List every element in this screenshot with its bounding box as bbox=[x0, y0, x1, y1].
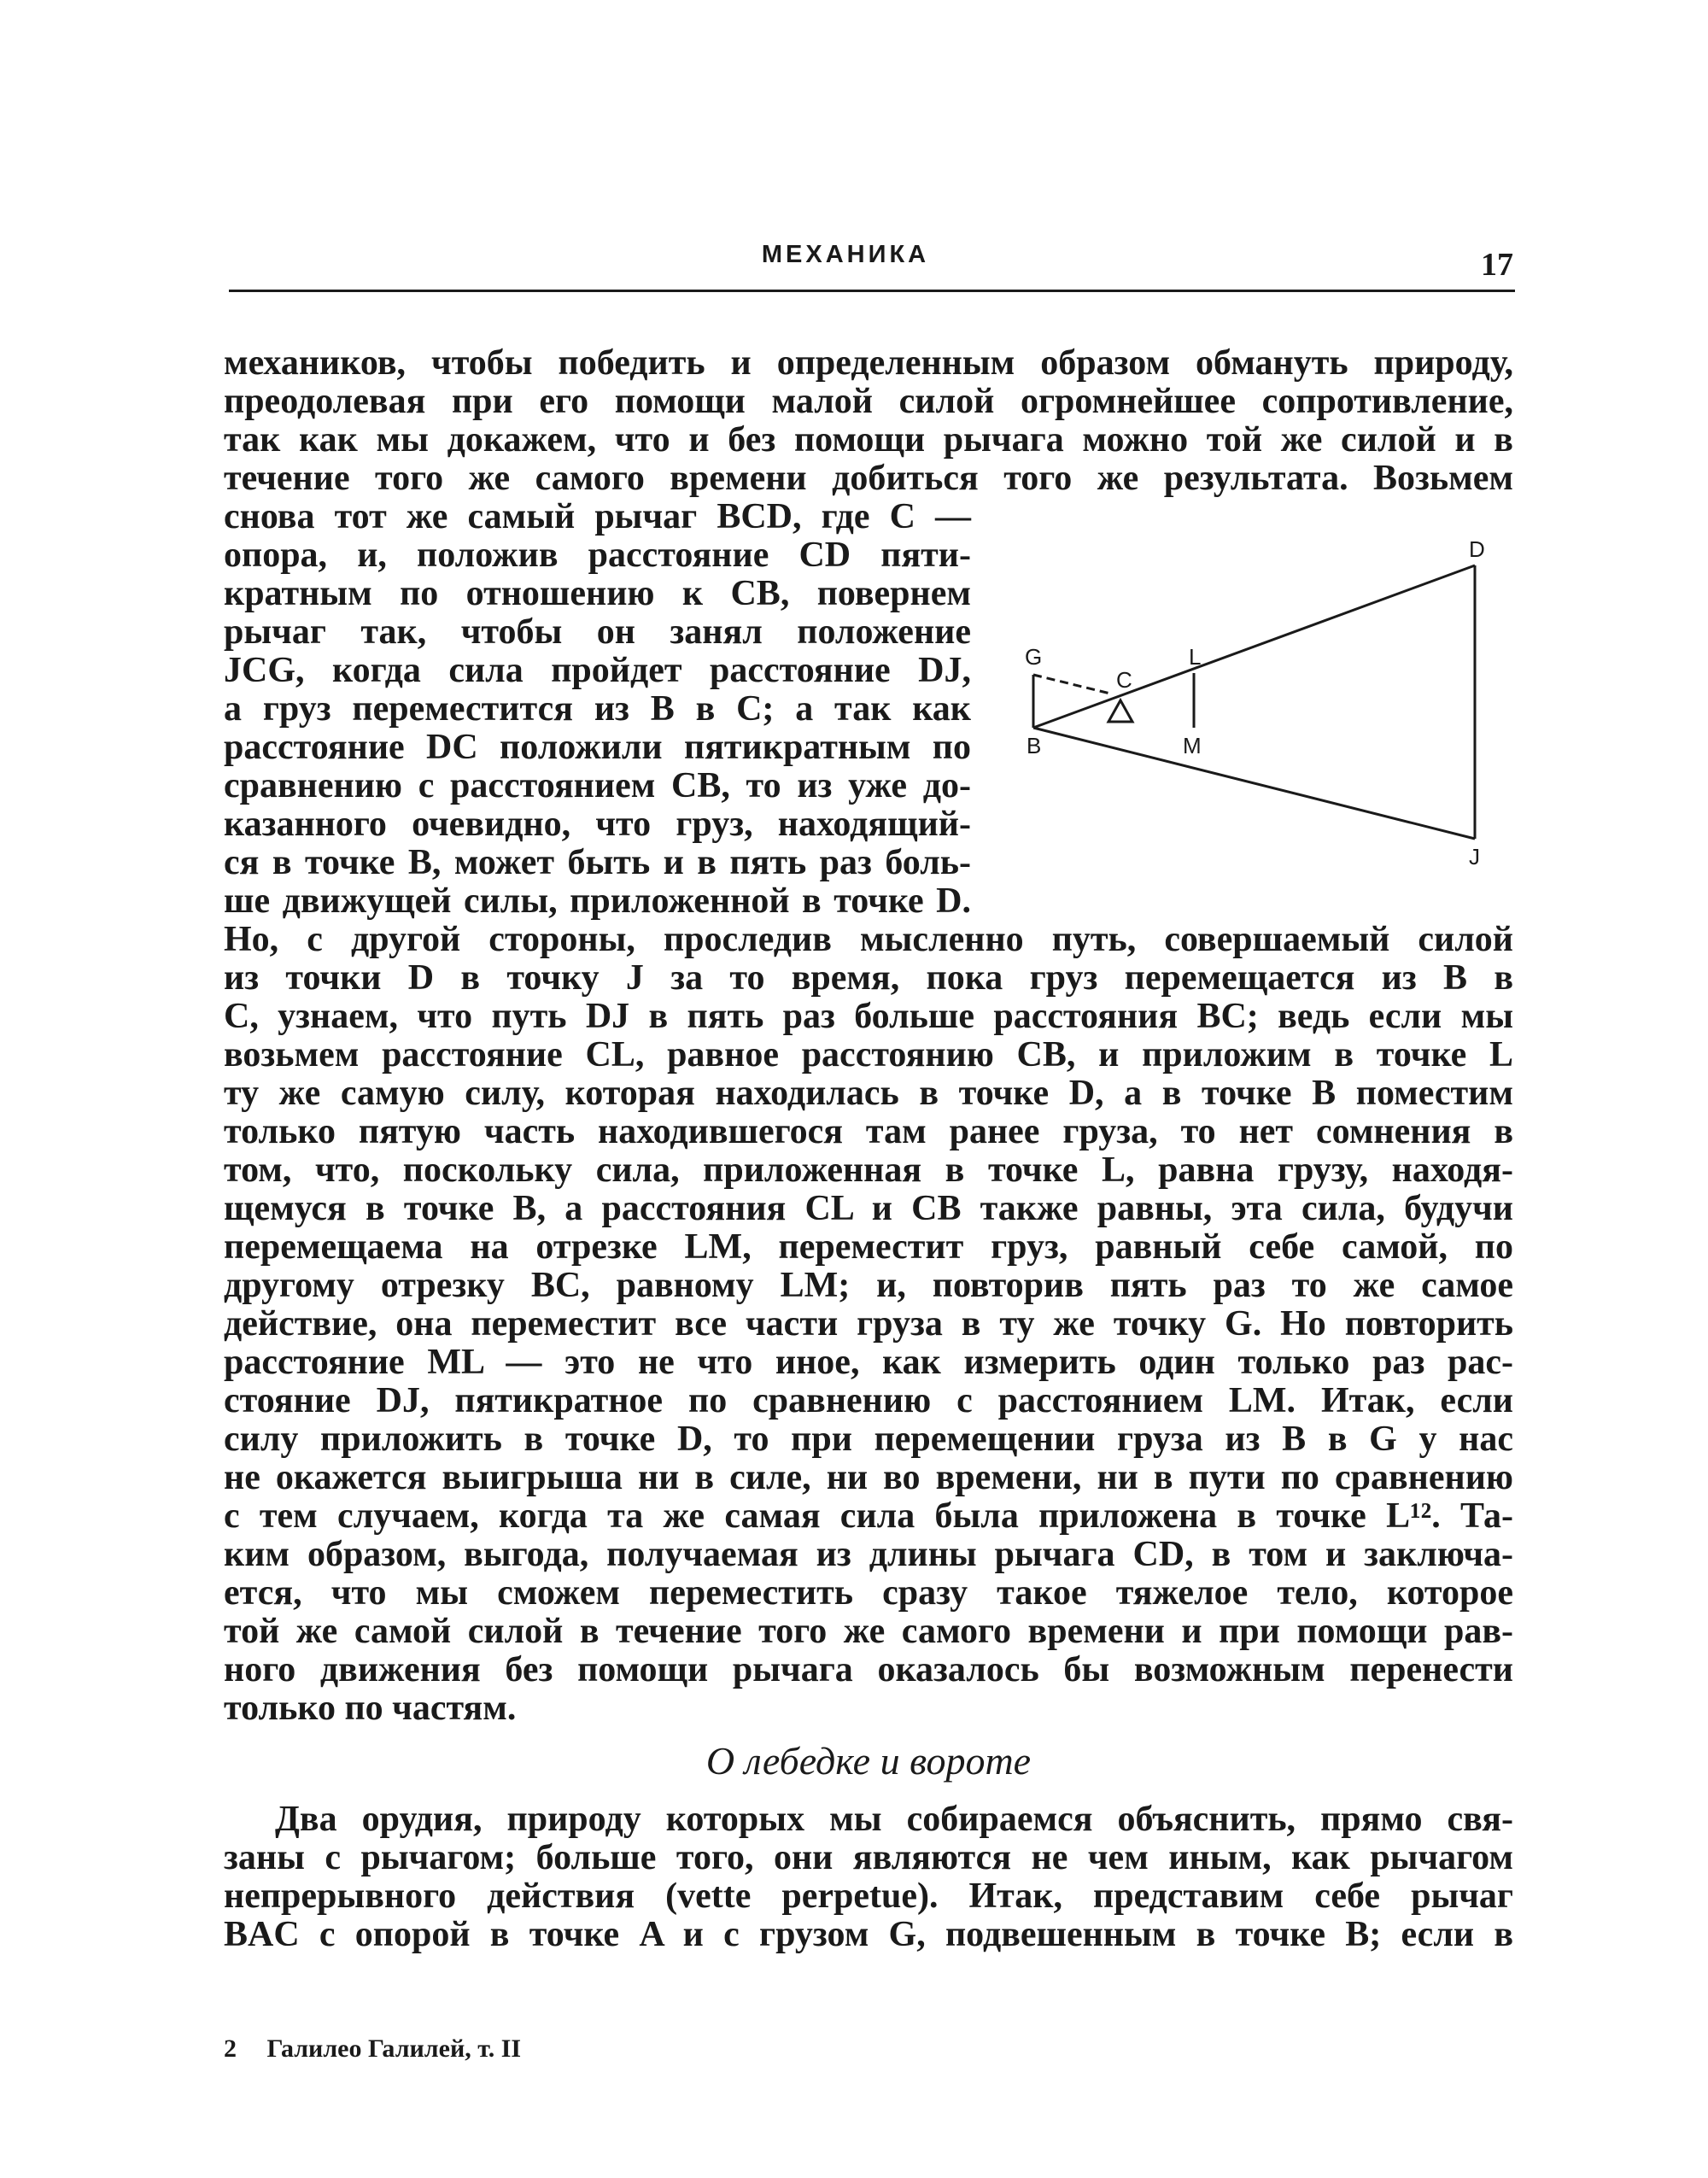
body-line: JCG, когда сила пройдет расстояние DJ, bbox=[224, 651, 971, 690]
body-line: механиков, чтобы победить и определенным образом обмануть природу, bbox=[224, 343, 1513, 383]
body-line: так как мы докажем, что и без помощи рычага можно той же силой и в bbox=[224, 420, 1513, 460]
label-d: D bbox=[1469, 536, 1485, 562]
lever-diagram bbox=[991, 512, 1520, 888]
section-heading: О лебедке и вороте bbox=[705, 1739, 1032, 1783]
body-line: том, что, поскольку сила, приложенная в точке L, равна грузу, находя- bbox=[224, 1150, 1513, 1190]
label-g: G bbox=[1025, 644, 1043, 670]
body-line: той же самой силой в течение того же самого времени и при помощи рав- bbox=[224, 1612, 1513, 1651]
signature-text: Галилео Галилей, т. II bbox=[266, 2035, 522, 2063]
label-b: B bbox=[1027, 733, 1042, 758]
body-line: стояние DJ, пятикратное по сравнению с расстоянием LM. Итак, если bbox=[224, 1381, 1513, 1420]
section-line: BAC с опорой в точке A и с грузом G, подвешенным в точке B; если в bbox=[224, 1915, 1513, 1954]
body-line: силу приложить в точке D, то при перемещении груза из B в G у нас bbox=[224, 1420, 1513, 1459]
label-c: C bbox=[1116, 667, 1132, 693]
running-title: МЕХАНИКА bbox=[761, 241, 930, 268]
body-line: ту же самую силу, которая находилась в точке D, а в точке B поместим bbox=[224, 1074, 1513, 1113]
body-line: только по частям. bbox=[224, 1689, 517, 1728]
body-line: рычаг так, чтобы он занял положение bbox=[224, 612, 971, 652]
body-line: расстояние DC положили пятикратным по bbox=[224, 728, 971, 767]
body-line: ким образом, выгода, получаемая из длины рычага CD, в том и заключа- bbox=[224, 1535, 1513, 1574]
page-number: 17 bbox=[1481, 247, 1513, 283]
body-line: ся в точке B, может быть и в пять раз боль- bbox=[224, 843, 971, 882]
lever-arm-g-to-d bbox=[1033, 565, 1475, 728]
body-line: только пятую часть находившегося там ранее груза, то нет сомнения в bbox=[224, 1112, 1513, 1151]
body-line: ше движущей силы, приложенной в точке D. bbox=[224, 881, 971, 921]
body-line: C, узнаем, что путь DJ в пять раз больше расстояния BC; ведь если мы bbox=[224, 997, 1513, 1036]
section-line: Два орудия, природу которых мы собираемся объяснить, прямо свя- bbox=[275, 1800, 1513, 1839]
body-line: другому отрезку BC, равному LM; и, повторив пять раз то же самое bbox=[224, 1266, 1513, 1305]
body-line: возьмем расстояние CL, равное расстоянию CB, и приложим в точке L bbox=[224, 1035, 1513, 1074]
label-j: J bbox=[1469, 844, 1480, 869]
body-line: из точки D в точку J за то время, пока груз перемещается из B в bbox=[224, 958, 1513, 998]
body-line: расстояние ML — это не что иное, как измерить один только раз рас- bbox=[224, 1343, 1513, 1382]
body-line: не окажется выигрыша ни в силе, ни во времени, ни в пути по сравнению bbox=[224, 1458, 1513, 1497]
body-line: действие, она переместит все части груза в ту же точку G. Но повторить bbox=[224, 1304, 1513, 1344]
signature-number: 2 bbox=[224, 2035, 237, 2063]
body-line: казанного очевидно, что груз, находящий- bbox=[224, 805, 971, 844]
label-l: L bbox=[1189, 644, 1202, 670]
body-line: течение того же самого времени добиться того же результата. Возьмем bbox=[224, 459, 1513, 498]
fulcrum-triangle bbox=[1108, 700, 1132, 722]
section-line: заны с рычагом; больше того, они являются не чем иным, как рычагом bbox=[224, 1838, 1513, 1877]
body-line: а груз переместится из B в C; а так как bbox=[224, 689, 971, 729]
section-line: непрерывного действия (vette perpetue). Итак, представим себе рычаг bbox=[224, 1876, 1513, 1916]
body-line: преодолевая при его помощи малой силой огромнейшее сопротивление, bbox=[224, 382, 1513, 421]
body-line: щемуся в точке B, а расстояния CL и CB также равны, эта сила, будучи bbox=[224, 1189, 1513, 1228]
segment-g-c-dashed bbox=[1033, 675, 1110, 694]
body-line: снова тот же самый рычаг BCD, где C — bbox=[224, 497, 971, 536]
lever-arm-b-to-j bbox=[1033, 728, 1475, 839]
signature-footer bbox=[224, 2035, 521, 2064]
body-line: кратным по отношению к CB, повернем bbox=[224, 574, 971, 613]
body-line: с тем случаем, когда та же самая сила была приложена в точке L¹². Та- bbox=[224, 1496, 1513, 1536]
body-line: опора, и, положив расстояние CD пяти- bbox=[224, 536, 971, 575]
body-line: перемещаема на отрезке LM, переместит груз, равный себе самой, по bbox=[224, 1227, 1513, 1267]
header-rule bbox=[229, 290, 1515, 292]
body-line: ется, что мы сможем переместить сразу такое тяжелое тело, которое bbox=[224, 1573, 1513, 1613]
body-line: Но, с другой стороны, проследив мысленно путь, совершаемый силой bbox=[224, 920, 1513, 959]
body-line: сравнению с расстоянием CB, то из уже до- bbox=[224, 766, 971, 805]
label-m: M bbox=[1183, 733, 1202, 758]
body-line: ного движения без помощи рычага оказалось бы возможным перенести bbox=[224, 1650, 1513, 1689]
